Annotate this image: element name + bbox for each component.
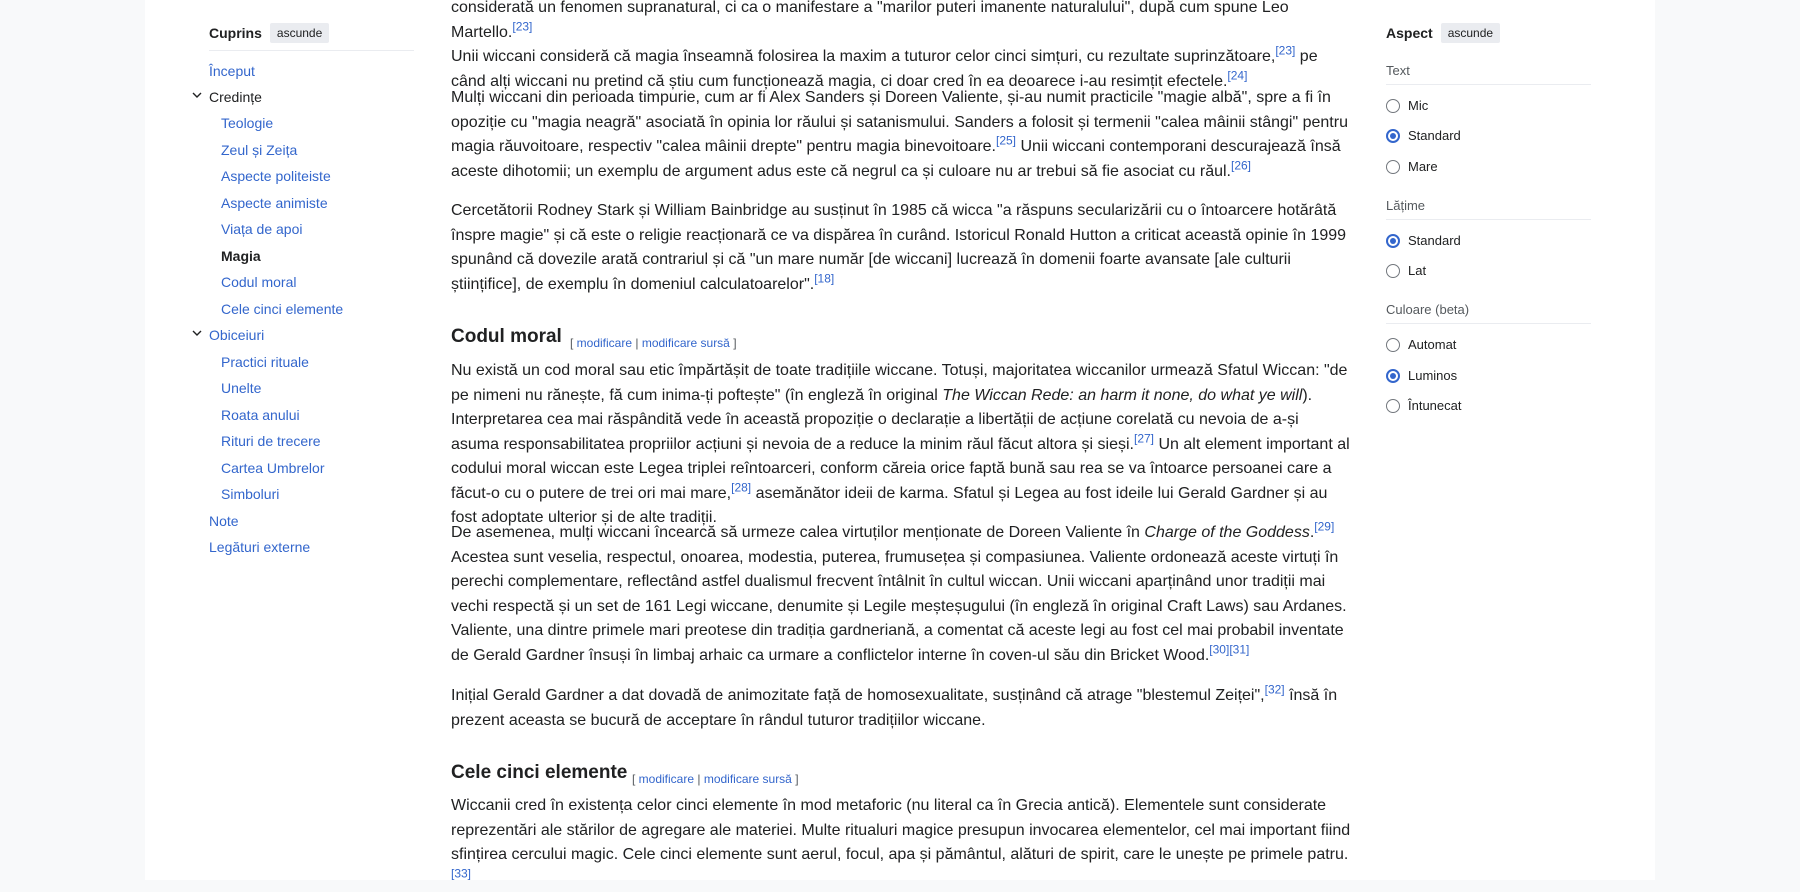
reference[interactable]: [23] bbox=[512, 19, 533, 34]
toc-item-rituri-de-trecere[interactable]: Rituri de trecere bbox=[221, 433, 321, 449]
edit-link[interactable]: modificare bbox=[638, 772, 695, 786]
paragraph-elemente-1: Wiccanii cred în existența celor cinci elemente în mod metaforic (nu literal ca în Grecia antică). Elementele sunt considerate reprezentări ale stărilor de agregare ale materiei. Multe ritualuri magice presupun invocarea elementelor, cel mai important fiind sfințirea cercului magic. Cele cinci elemente sunt aerul, focul, apa și pământul, alături de spirit, care le unește pe primele patru.[33] bbox=[451, 797, 1351, 881]
toc-item-zeul-si-zeita[interactable]: Zeul și Zeița bbox=[221, 142, 298, 158]
reference[interactable]: [24] bbox=[1227, 68, 1248, 83]
radio-circle[interactable] bbox=[1386, 99, 1400, 113]
toc-hide-button[interactable]: ascunde bbox=[270, 23, 329, 43]
color-auto-radio[interactable]: Automat bbox=[1386, 337, 1456, 352]
toc-item-teologie[interactable]: Teologie bbox=[221, 115, 274, 131]
toc-item-label: Obiceiuri bbox=[209, 327, 265, 343]
reference[interactable]: [27] bbox=[1134, 431, 1155, 446]
toc-item-obiceiuri[interactable] bbox=[209, 327, 264, 343]
toc-item-unelte[interactable]: Unelte bbox=[221, 380, 262, 396]
paragraph-magia-2: Mulți wiccani din perioada timpurie, cum ar fi Alex Sanders și Doreen Valiente, și-au numit practicile "magie albă", spre a fi în opoziție cu "magia neagră" asociată în opinia lor răului și satanismului. Sanders a folosit și termenii "calea mâinii stângi" pentru magia răuvoitoare, respectiv "calea mâinii drepte" pentru magia binevoitoare.[25] Unii wiccani contemporani descurajează însă aceste dihotomii; un exemplu de argument adus este că negrul ca și culoare nu ar trebui să fie asociat cu răul.[26] bbox=[451, 89, 1348, 180]
toc-item-cartea-umbrelor[interactable]: Cartea Umbrelor bbox=[221, 460, 325, 476]
edit-source-link[interactable]: modificare sursă bbox=[641, 336, 730, 350]
toc-item-credinte[interactable] bbox=[209, 89, 262, 105]
width-standard-radio[interactable]: Standard bbox=[1386, 233, 1461, 248]
toc-item-codul-moral[interactable]: Codul moral bbox=[221, 274, 297, 290]
toc-item-aspecte-politeiste[interactable]: Aspecte politeiste bbox=[221, 168, 331, 184]
radio-circle[interactable] bbox=[1386, 399, 1400, 413]
radio-circle[interactable] bbox=[1386, 338, 1400, 352]
paragraph-moral-2: De asemenea, mulți wiccani încearcă să urmeze calea virtuților menționate de Doreen Valiente în Charge of the Goddess.[29] Acestea sunt veselia, respectul, onoarea, modestia, puterea, frumusețea și compasiunea. Valiente ordonează aceste virtuți în perechi complementare, reflectând astfel dualismul frecvent întâlnit în cultul wiccan. Unii wiccani aparținând unor tradiții mai vechi respectă și un set de 161 Legi wiccane, denumite și Legile meșteșugului (în engleză în original Craft Laws) sau Ardanes. Valiente, una dintre primele mari preotese din tradiția gardneriană, a comentat că aceste legi au fost cel mai probabil inventate de Gerald Gardner însuși în limbaj arhaic ca urmare a conflictelor interne în coven-ul său din Bricket Wood.[30][31] bbox=[451, 519, 1347, 664]
edit-source-link[interactable]: modificare sursă bbox=[703, 772, 792, 786]
appearance-panel bbox=[1386, 20, 1591, 413]
reference[interactable]: [29] bbox=[1314, 519, 1335, 534]
appearance-hide-button[interactable]: ascunde bbox=[1441, 23, 1500, 43]
toc-item-simboluri[interactable]: Simboluri bbox=[221, 486, 280, 502]
paragraph-moral-1: Nu există un cod moral sau etic împărtășit de toate tradițiile wiccane. Totuși, majoritatea wiccanilor urmează Sfatul Wiccan: "de pe nimeni nu rănește, fă cum inima-ți poftește" (în engleză în original The Wiccan Rede: an harm it none, do what ye will). Interpretarea cea mai răspândită vede în această propoziție o declarație a libertății de acțiune corelată cu nevoia de a-și asuma responsabilitatea propriilor acțiuni și nevoia de a reduce la minim răul făcut altora și sieși.[27] Un alt element important al codului moral wiccan este Legea triplei reîntoarceri, conform căreia orice faptă bună sau rea se va întoarce persoanei care a făcut-o cu o putere de trei ori mai mare,[28] asemănător ideii de karma. Sfatul și Legea au fost ideile lui Gerald Gardner și au fost adoptate ulterior și de alte tradiții. bbox=[451, 362, 1350, 526]
toc-item-note[interactable]: Note bbox=[209, 513, 239, 529]
radio-circle-selected[interactable] bbox=[1386, 129, 1400, 143]
color-group-title: Culoare (beta) bbox=[1386, 302, 1591, 324]
section-edit-links: [ modificare | modificare sursă ] bbox=[632, 772, 799, 786]
toc-header bbox=[209, 20, 414, 51]
paragraph-moral-3: Inițial Gerald Gardner a dat dovadă de animozitate față de homosexualitate, susținând că atrage "blestemul Zeiței",[32] însă în prezent aceasta se bucură de acceptare în rândul tuturor tradițiilor wiccane. bbox=[451, 682, 1338, 729]
text-size-small-radio[interactable]: Mic bbox=[1386, 98, 1428, 113]
text-size-group-title: Text bbox=[1386, 63, 1591, 85]
appearance-title: Aspect bbox=[1386, 25, 1433, 41]
toc-item-inceput[interactable]: Început bbox=[209, 63, 255, 79]
toc-item-legaturi-externe[interactable]: Legături externe bbox=[209, 539, 311, 555]
paragraph-magia-1: considerată un fenomen supranatural, ci ca o manifestare a "marilor puteri imanente naturalului", după cum spune Leo Martello.[23] Unii wiccani consideră că magia înseamnă folosirea la maxim a tuturor celor cinci simțuri, cu rezultate suprinzătoare,[23] pe când alți wiccani nu pretind că știu cum funcționează magia, ci doar cred în ea deoarece i-au resimțit efectele.[24] bbox=[451, 0, 1318, 90]
table-of-contents bbox=[209, 20, 414, 555]
chevron-down-icon[interactable] bbox=[192, 328, 202, 338]
reference[interactable]: [23] bbox=[1275, 43, 1296, 58]
radio-circle[interactable] bbox=[1386, 264, 1400, 278]
reference[interactable]: [18] bbox=[814, 271, 835, 286]
radio-circle[interactable] bbox=[1386, 160, 1400, 174]
radio-circle-selected[interactable] bbox=[1386, 369, 1400, 383]
text-size-standard-radio[interactable]: Standard bbox=[1386, 128, 1461, 143]
reference[interactable]: [28] bbox=[731, 480, 752, 495]
toc-title: Cuprins bbox=[209, 25, 262, 41]
toc-item-practici-rituale[interactable]: Practici rituale bbox=[221, 354, 309, 370]
toc-item-roata-anului[interactable]: Roata anului bbox=[221, 407, 300, 423]
text-size-large-radio[interactable]: Mare bbox=[1386, 159, 1438, 174]
toc-item-aspecte-animiste[interactable]: Aspecte animiste bbox=[221, 195, 328, 211]
width-group-title: Lățime bbox=[1386, 198, 1591, 220]
reference[interactable]: [33] bbox=[451, 866, 472, 881]
toc-item-label: Credințe bbox=[209, 89, 262, 105]
edit-link[interactable]: modificare bbox=[576, 336, 633, 350]
color-dark-radio[interactable]: Întunecat bbox=[1386, 398, 1462, 413]
paragraph-magia-3: Cercetătorii Rodney Stark și William Bainbridge au susținut în 1985 că wicca "a răspuns secularizării cu o întoarcere hotărâtă înspre magie" și că este o religie reacționară ce va dispărea în curând. Istoricul Ronald Hutton a criticat această opinie în 1999 spunând că dovezile arată contrariul și că "un mare număr [de wiccani] lucrează în domenii foarte avansate [ale culturii științifice], de exemplu în domeniul calculatoarelor".[18] bbox=[451, 202, 1347, 293]
toc-item-cele-cinci-elemente[interactable]: Cele cinci elemente bbox=[221, 301, 344, 317]
width-wide-radio[interactable]: Lat bbox=[1386, 263, 1426, 278]
reference[interactable]: [25] bbox=[995, 133, 1016, 148]
heading-codul-moral: Codul moral bbox=[451, 326, 562, 347]
reference[interactable]: [30][31] bbox=[1209, 642, 1250, 657]
radio-circle-selected[interactable] bbox=[1386, 234, 1400, 248]
reference[interactable]: [32] bbox=[1264, 682, 1285, 697]
heading-cele-cinci-elemente: Cele cinci elemente bbox=[451, 762, 628, 783]
chevron-down-icon[interactable] bbox=[192, 90, 202, 100]
color-light-radio[interactable]: Luminos bbox=[1386, 368, 1457, 383]
toc-item-magia[interactable]: Magia bbox=[221, 248, 261, 264]
section-edit-links: [ modificare | modificare sursă ] bbox=[570, 336, 737, 350]
appearance-header bbox=[1386, 20, 1591, 46]
reference[interactable]: [26] bbox=[1231, 158, 1252, 173]
toc-item-viata-de-apoi[interactable]: Viața de apoi bbox=[221, 221, 303, 237]
